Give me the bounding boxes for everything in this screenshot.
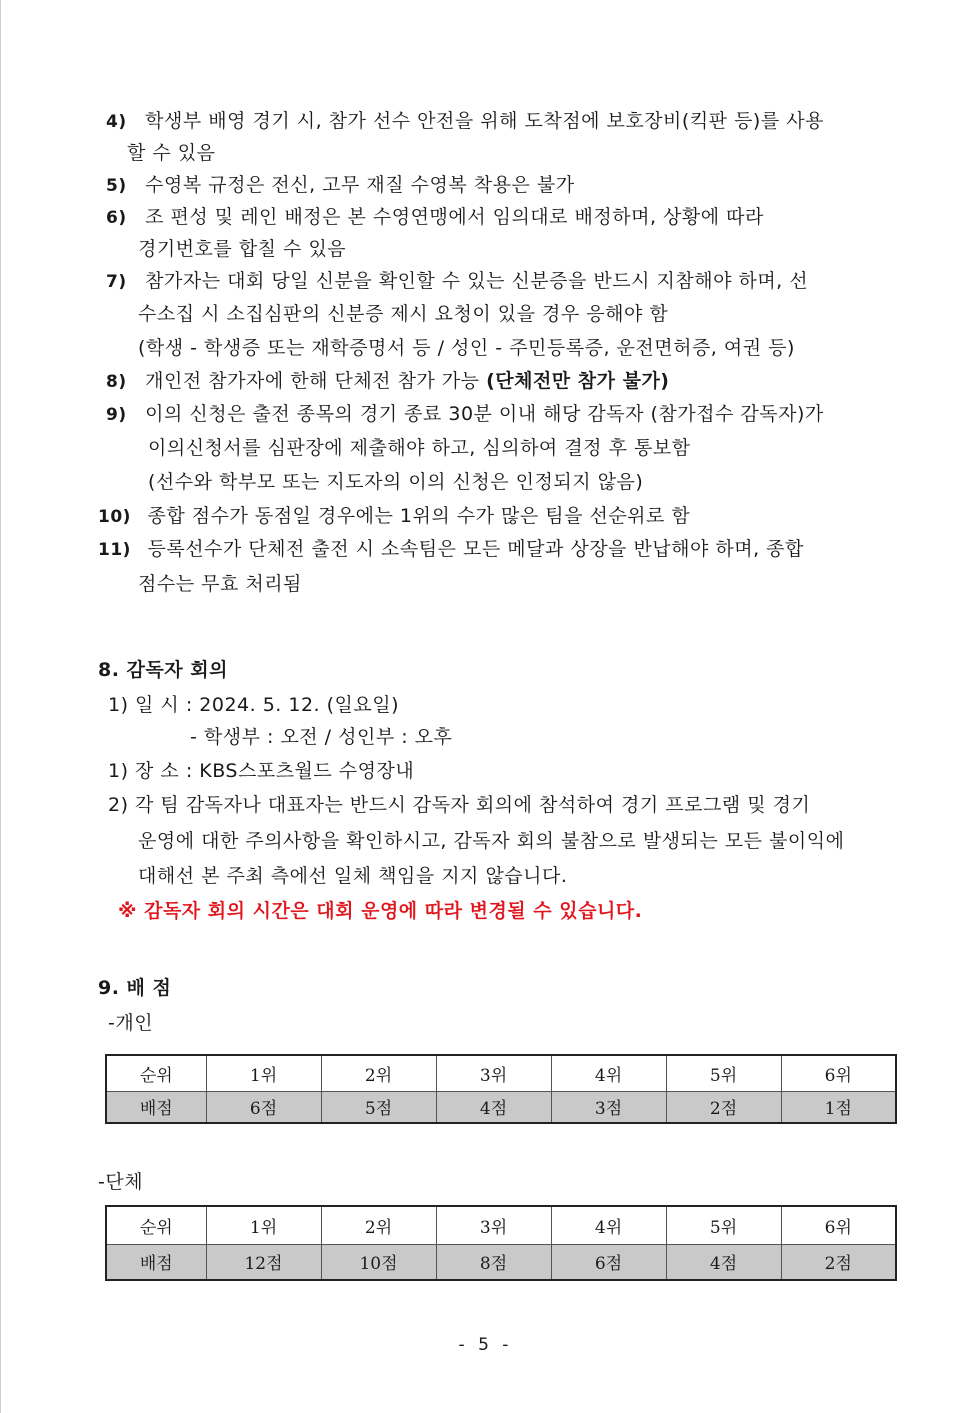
table-cell: 1위 [206,1055,321,1091]
page-edge [0,0,1,1413]
individual-label: -개인 [108,1012,154,1034]
rule-text: 조 편성 및 레인 배정은 본 수영연맹에서 임의대로 배정하며, 상황에 따라 [145,206,764,228]
rule-6 [106,204,764,231]
meeting-time: - 학생부 : 오전 / 성인부 : 오후 [190,726,453,748]
rule-text: 점수는 무효 처리됨 [138,573,302,595]
rule-number: 7) [106,272,127,292]
table-cell: 5위 [666,1055,781,1091]
table-cell: 6점 [206,1091,321,1123]
table-cell: 6위 [781,1055,896,1091]
table-cell: 배점 [106,1091,206,1123]
meeting-date: 1) 일 시 : 2024. 5. 12. (일요일) [108,694,400,716]
rule-text: 이의 신청은 출전 종목의 경기 종료 30분 이내 해당 감독자 (참가접수 감독자)가 [145,403,824,425]
meeting-note: 대해선 본 주최 측에선 일체 책임을 지지 않습니다. [138,865,568,887]
page-number: - 5 - [458,1335,513,1355]
rule-number: 8) [106,372,127,392]
table-cell: 6점 [551,1244,666,1280]
table-cell: 순위 [106,1206,206,1244]
meeting-place: 1) 장 소 : KBS스포츠월드 수영장내 [108,760,415,782]
table-cell: 5점 [321,1091,436,1123]
rule-7 [106,268,808,295]
points-row [106,1091,896,1123]
points-row [106,1244,896,1280]
table-cell: 3위 [436,1055,551,1091]
table-cell: 2점 [666,1091,781,1123]
rule-text: 참가자는 대회 당일 신분을 확인할 수 있는 신분증을 반드시 지참해야 하며, 선 [145,270,809,292]
rule-text: 학생부 배영 경기 시, 참가 선수 안전을 위해 도착점에 보호장비(킥판 등)를 사용 [145,110,824,132]
meeting-note: 2) 각 팀 감독자나 대표자는 반드시 감독자 회의에 참석하여 경기 프로그램 및 경기 [108,794,811,816]
rule-8 [106,368,670,395]
table-cell: 3점 [551,1091,666,1123]
rule-number: 4) [106,112,127,132]
table-cell: 3위 [436,1206,551,1244]
rule-text: 종합 점수가 동점일 경우에는 1위의 수가 많은 팀을 선순위로 함 [147,505,691,527]
table-cell: 2점 [781,1244,896,1280]
rank-row [106,1206,896,1244]
rule-text: 개인전 참가자에 한해 단체전 참가 가능 [145,370,487,392]
rule-text: 수소집 시 소집심판의 신분증 제시 요청이 있을 경우 응해야 함 [138,303,669,325]
table-cell: 10점 [321,1244,436,1280]
rule-number: 6) [106,208,127,228]
table-cell: 4위 [551,1055,666,1091]
table-cell: 12점 [206,1244,321,1280]
team-score-table [105,1205,897,1281]
table-cell: 4위 [551,1206,666,1244]
rule-number: 5) [106,176,127,196]
individual-score-table [105,1054,897,1124]
section-heading: 9. 배 점 [98,977,172,999]
rule-text: 경기번호를 합칠 수 있음 [138,238,347,260]
rule-text: (학생 - 학생증 또는 재학증명서 등 / 성인 - 주민등록증, 운전면허증, 여권 등) [138,337,795,359]
table-cell: 4점 [666,1244,781,1280]
rule-text: 등록선수가 단체전 출전 시 소속팀은 모든 메달과 상장을 반납해야 하며, 종합 [147,538,804,560]
rule-number: 10) [98,507,131,527]
table-cell: 4점 [436,1091,551,1123]
warning-note: ※ 감독자 회의 시간은 대회 운영에 따라 변경될 수 있습니다. [118,900,643,922]
meeting-note: 운영에 대한 주의사항을 확인하시고, 감독자 회의 불참으로 발생되는 모든 불이익에 [138,830,845,852]
team-label: -단체 [98,1171,144,1193]
rule-9 [106,401,824,428]
rule-4 [106,108,824,135]
table-cell: 8점 [436,1244,551,1280]
rule-text: 수영복 규정은 전신, 고무 재질 수영복 착용은 불가 [145,174,575,196]
table-cell: 2위 [321,1206,436,1244]
table-cell: 6위 [781,1206,896,1244]
rule-10 [98,503,690,530]
section-heading: 8. 감독자 회의 [98,659,228,681]
table-cell: 1점 [781,1091,896,1123]
table-cell: 5위 [666,1206,781,1244]
rule-5 [106,172,575,199]
table-cell: 1위 [206,1206,321,1244]
rule-emphasis: (단체전만 참가 불가) [486,370,670,392]
rule-number: 11) [98,540,131,560]
rule-number: 9) [106,405,127,425]
rule-text: (선수와 학부모 또는 지도자의 이의 신청은 인정되지 않음) [148,471,644,493]
table-cell: 순위 [106,1055,206,1091]
table-cell: 2위 [321,1055,436,1091]
rule-11 [98,536,804,563]
rank-row [106,1055,896,1091]
rule-text: 할 수 있음 [127,142,216,164]
table-cell: 배점 [106,1244,206,1280]
rule-text: 이의신청서를 심판장에 제출해야 하고, 심의하여 결정 후 통보함 [148,437,691,459]
